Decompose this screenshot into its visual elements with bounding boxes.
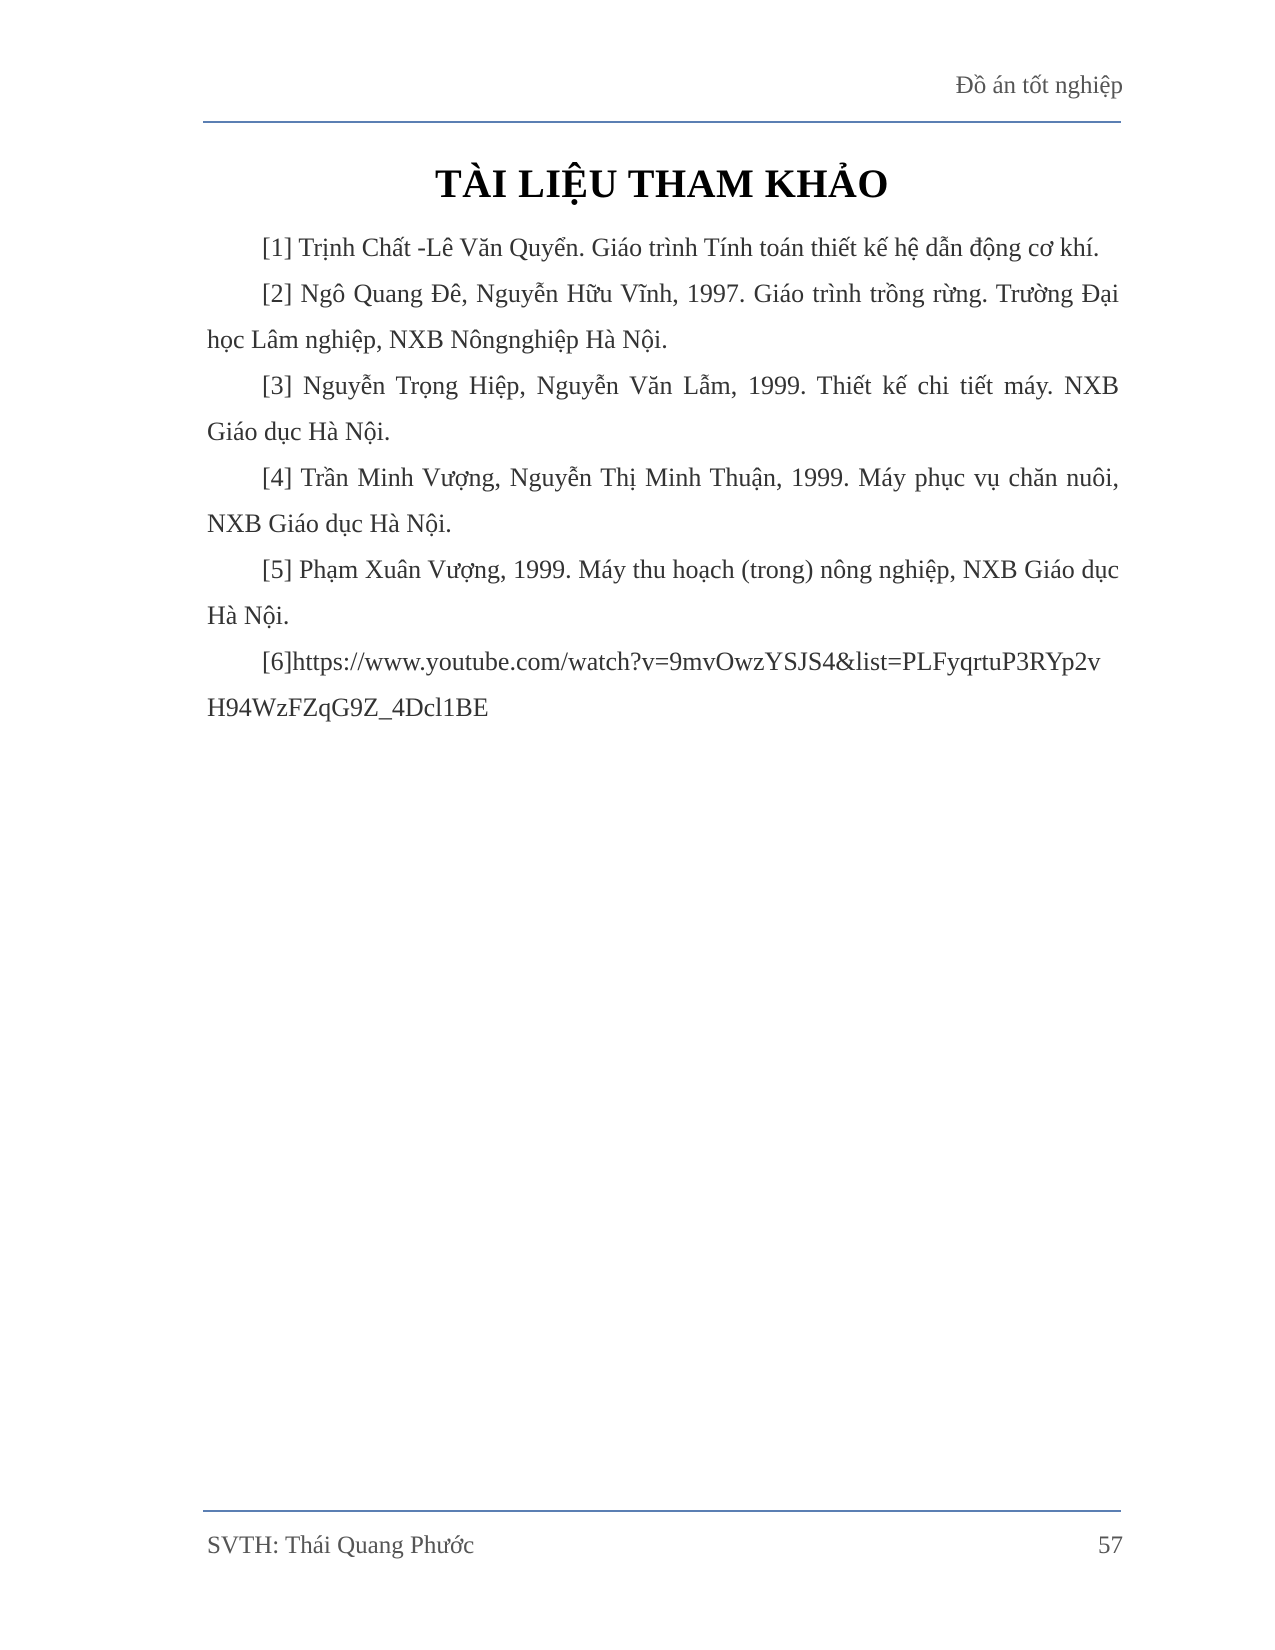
reference-item: [2] Ngô Quang Đê, Nguyễn Hữu Vĩnh, 1997. Giáo trình trồng rừng. Trường Đại học Lâm nghiệp, NXB Nôngnghiệp Hà Nội. [207,279,1119,354]
reference-item-link[interactable]: [6]https://www.youtube.com/watch?v=9mvOwzYSJS4&list=PLFyqrtuP3RYp2vH94WzFZqG9Z_4Dcl1BE [207,647,1101,722]
reference-item: [5] Phạm Xuân Vượng, 1999. Máy thu hoạch (trong) nông nghiệp, NXB Giáo dục Hà Nội. [207,555,1119,630]
reference-item: [1] Trịnh Chất -Lê Văn Quyển. Giáo trình Tính toán thiết kế hệ dẫn động cơ khí. [262,233,1100,262]
footer-divider [203,1510,1121,1512]
page-number: 57 [1098,1532,1123,1559]
running-header: Đồ án tốt nghiệp [955,72,1123,99]
page-title: TÀI LIỆU THAM KHẢO [435,161,889,206]
reference-item: [3] Nguyễn Trọng Hiệp, Nguyễn Văn Lẫm, 1999. Thiết kế chi tiết máy. NXB Giáo dục Hà Nội. [207,371,1119,446]
reference-list [207,225,1119,731]
footer-author: SVTH: Thái Quang Phước [207,1532,475,1559]
reference-item: [4] Trần Minh Vượng, Nguyễn Thị Minh Thuận, 1999. Máy phục vụ chăn nuôi, NXB Giáo dục Hà Nội. [207,463,1119,538]
header-divider [203,121,1121,123]
